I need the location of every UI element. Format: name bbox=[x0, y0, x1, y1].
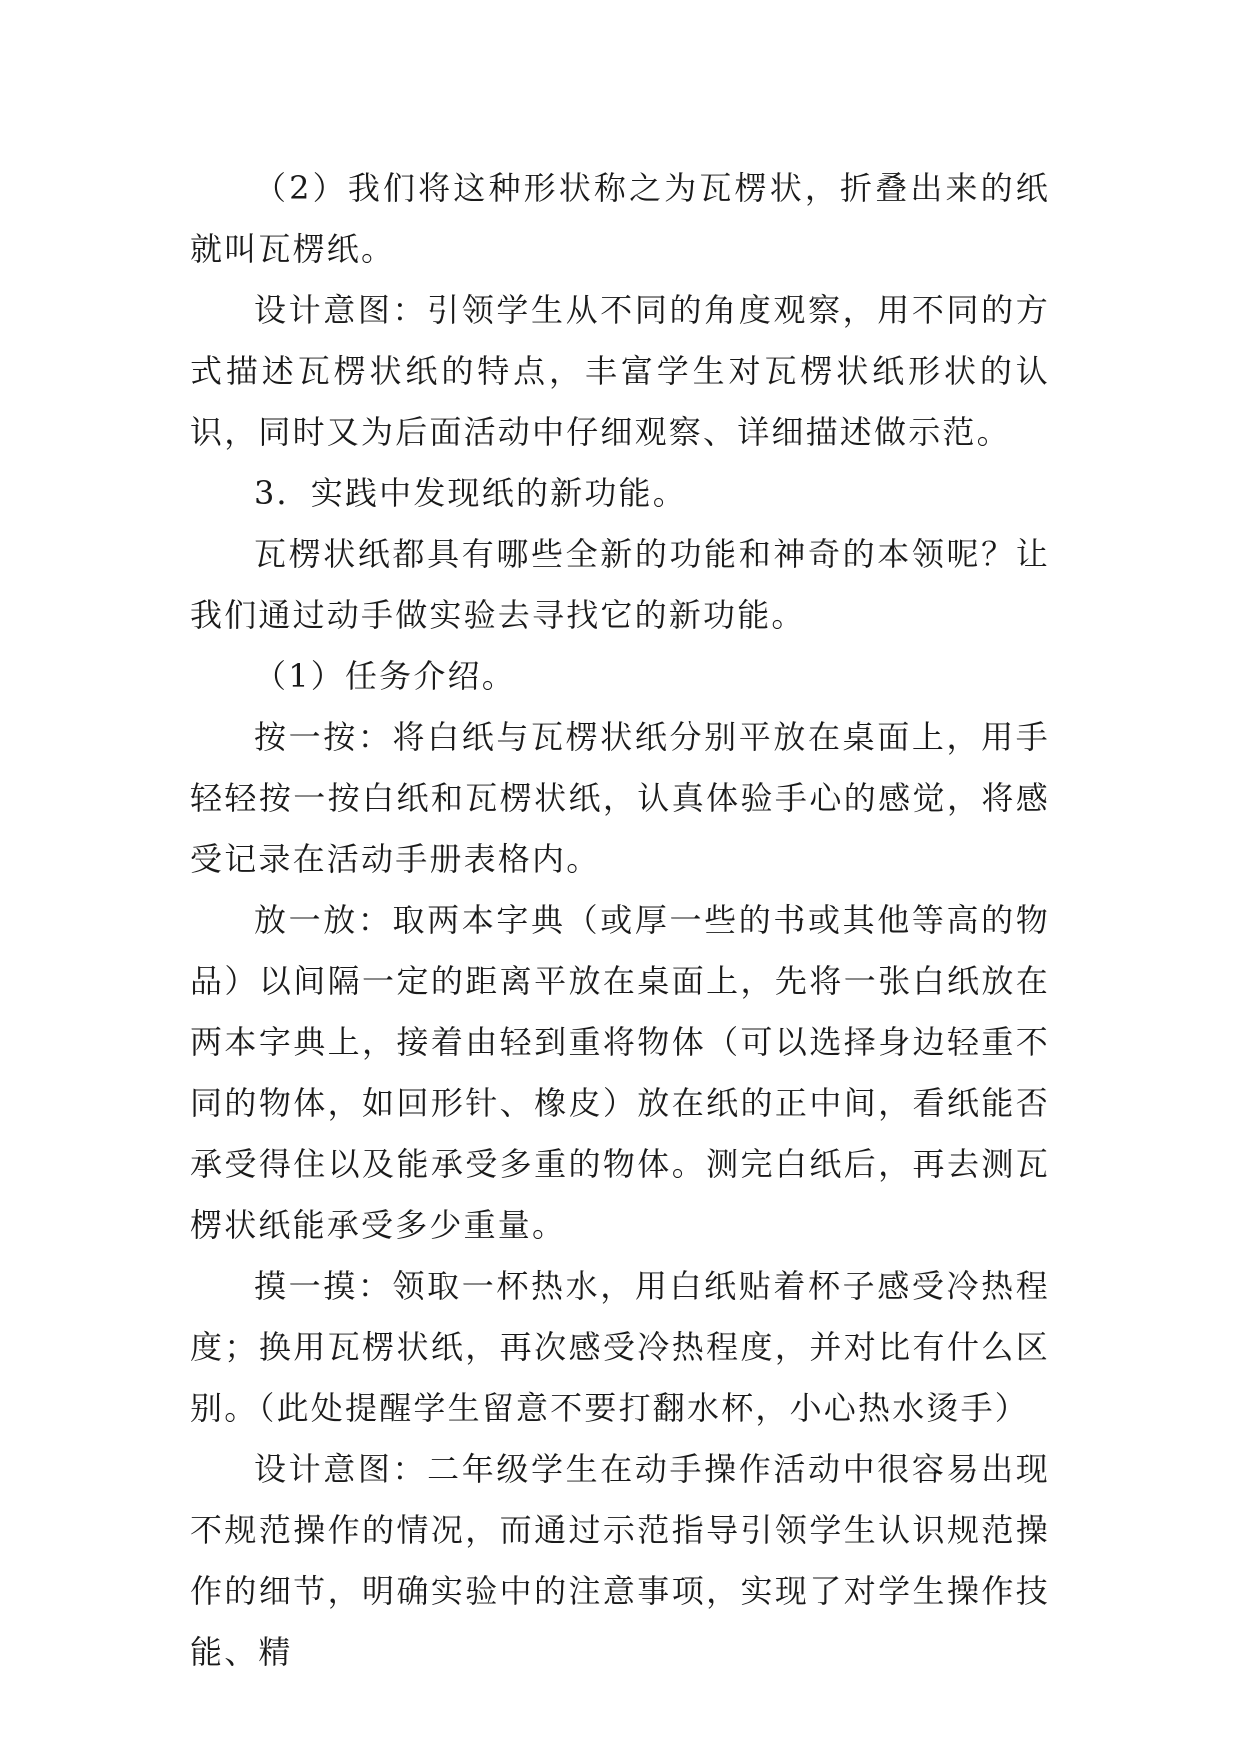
paragraph-question-intro: 瓦楞状纸都具有哪些全新的功能和神奇的本领呢？让我们通过动手做实验去寻找它的新功能。 bbox=[190, 535, 1050, 634]
paragraph-press-task: 按一按：将白纸与瓦楞状纸分别平放在桌面上，用手轻轻按一按白纸和瓦楞状纸，认真体验手心的感觉，将感受记录在活动手册表格内。 bbox=[190, 718, 1050, 878]
body-text bbox=[190, 158, 1050, 1683]
paragraph-corrugated-definition: （2）我们将这种形状称之为瓦楞状，折叠出来的纸就叫瓦楞纸。 bbox=[190, 169, 1050, 268]
paragraph-task-intro-heading: （1）任务介绍。 bbox=[254, 657, 516, 695]
paragraph-touch-task: 摸一摸：领取一杯热水，用白纸贴着杯子感受冷热程度；换用瓦楞状纸，再次感受冷热程度，并对比有什么区别。（此处提醒学生留意不要打翻水杯，小心热水烫手） bbox=[190, 1267, 1050, 1427]
paragraph-design-intent-operation: 设计意图：二年级学生在动手操作活动中很容易出现不规范操作的情况，而通过示范指导引领学生认识规范操作的细节，明确实验中的注意事项，实现了对学生操作技能、精 bbox=[190, 1450, 1050, 1671]
paragraph-place-task: 放一放：取两本字典（或厚一些的书或其他等高的物品）以间隔一定的距离平放在桌面上，先将一张白纸放在两本字典上，接着由轻到重将物体（可以选择身边轻重不同的物体，如回形针、橡皮）放在纸的正中间，看纸能否承受得住以及能承受多重的物体。测完白纸后，再去测瓦楞状纸能承受多少重量。 bbox=[190, 901, 1050, 1244]
paragraph-section-heading-new-functions: 3．实践中发现纸的新功能。 bbox=[254, 474, 687, 512]
paragraph-design-intent-observation: 设计意图：引领学生从不同的角度观察，用不同的方式描述瓦楞状纸的特点，丰富学生对瓦楞状纸形状的认识，同时又为后面活动中仔细观察、详细描述做示范。 bbox=[190, 291, 1050, 451]
